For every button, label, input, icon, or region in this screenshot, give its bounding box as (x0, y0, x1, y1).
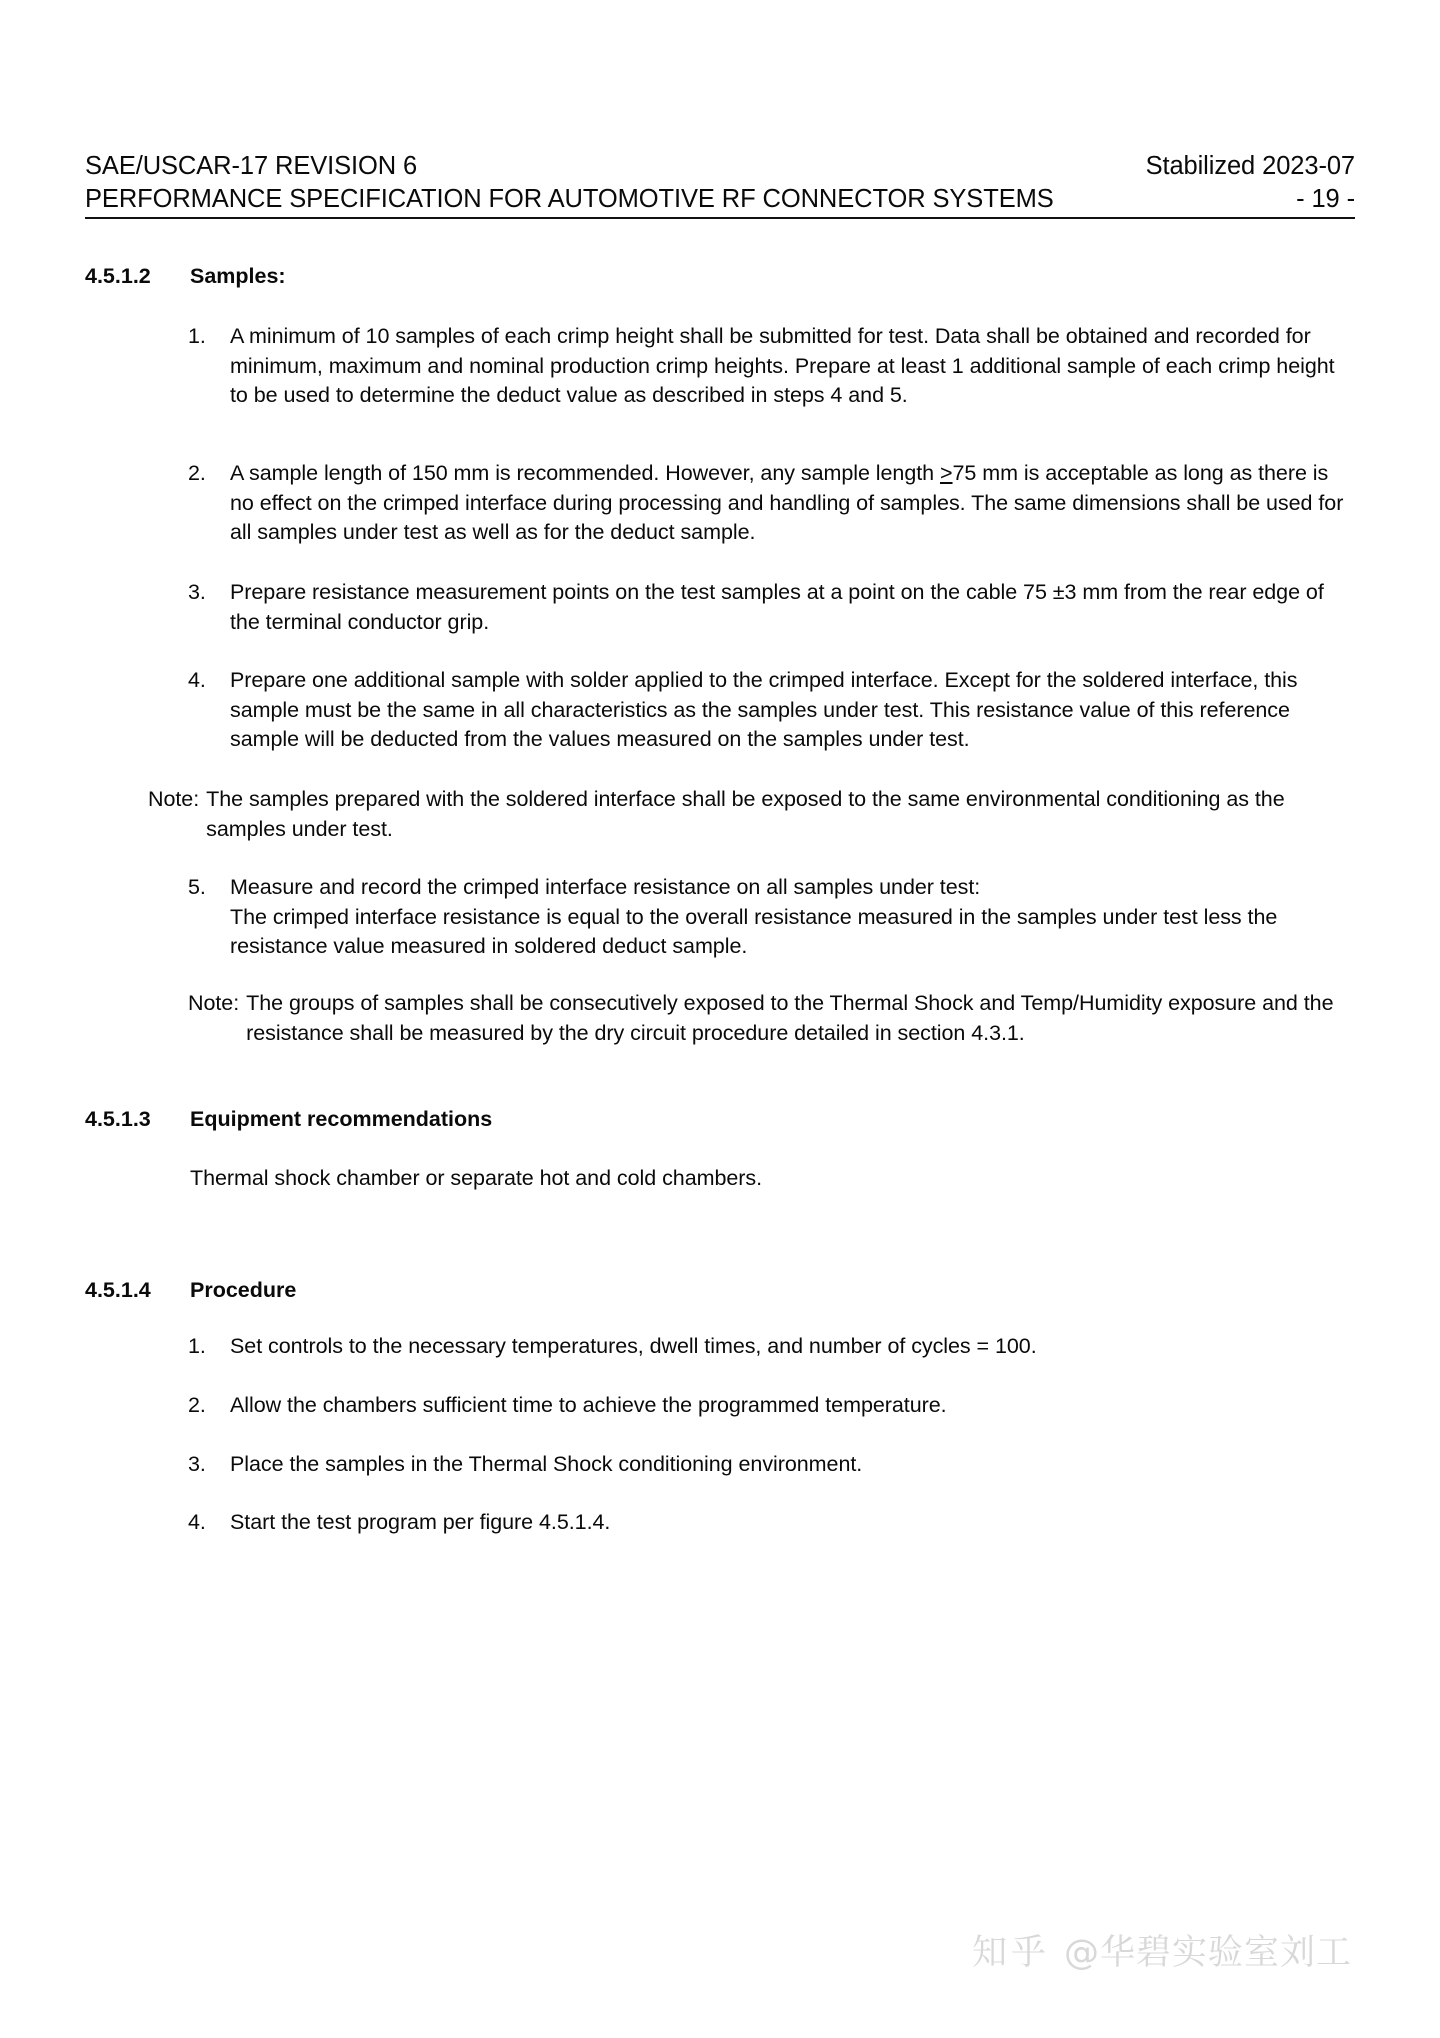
note-block (148, 785, 1355, 844)
section-procedure-heading (85, 1276, 1355, 1304)
list-item (188, 1450, 1355, 1480)
list-item (188, 666, 1355, 755)
section-title: Equipment recommendations (190, 1107, 493, 1131)
list-item-text: Allow the chambers sufficient time to achieve the programmed temperature. (230, 1393, 947, 1417)
note-block (188, 989, 1355, 1048)
list-marker: 1. (188, 1334, 206, 1358)
samples-item-3 (188, 578, 1355, 637)
list-item-text: Prepare resistance measurement points on the test samples at a point on the cable 75 ±3 mm from the rear edge of the terminal conductor grip. (230, 580, 1324, 634)
document-title: PERFORMANCE SPECIFICATION FOR AUTOMOTIVE RF CONNECTOR SYSTEMS (85, 185, 1054, 213)
list-item (188, 1391, 1355, 1421)
header-row-top (85, 150, 1355, 183)
list-item (188, 578, 1355, 637)
samples-item-1 (188, 322, 1355, 411)
section-equipment-body (190, 1164, 1355, 1194)
list-item (188, 1332, 1355, 1362)
samples-item-2 (188, 459, 1355, 548)
procedure-item-1 (188, 1332, 1355, 1362)
note-text: The groups of samples shall be consecutively exposed to the Thermal Shock and Temp/Humidity exposure and the resistance shall be measured by the dry circuit procedure detailed in section 4.3.1. (246, 991, 1334, 1045)
list-item-text: Place the samples in the Thermal Shock conditioning environment. (230, 1452, 863, 1476)
list-item (188, 459, 1355, 548)
list-item-text (230, 459, 1355, 548)
list-item (188, 1508, 1355, 1538)
list-item-text: Prepare one additional sample with solder applied to the crimped interface. Except for the soldered interface, this sample must be the same in all characteristics as the samples under test. This resistance value of this reference sample will be deducted from the values measured on the samples under test. (230, 668, 1298, 751)
list-marker: 2. (188, 461, 206, 485)
list-item-text (230, 873, 1355, 962)
samples-item-5 (188, 873, 1355, 962)
section-heading (85, 1276, 1355, 1304)
document-header (85, 150, 1355, 219)
list-marker: 3. (188, 580, 206, 604)
samples-note-final (188, 989, 1355, 1048)
list-marker: 4. (188, 1510, 206, 1534)
list-item-text: Start the test program per figure 4.5.1.4. (230, 1510, 611, 1534)
document-id: SAE/USCAR-17 REVISION 6 (85, 152, 418, 180)
list-item-line-2: The crimped interface resistance is equal to the overall resistance measured in the samples under test less the resistance value measured in soldered deduct sample. (230, 904, 1278, 958)
section-heading (85, 262, 1355, 290)
list-item-text: A minimum of 10 samples of each crimp height shall be submitted for test. Data shall be obtained and recorded for minimum, maximum and nominal production crimp heights. Prepare at least 1 additional sample of each crimp height to be used to determine the deduct value as described in steps 4 and 5. (230, 324, 1335, 407)
section-number: 4.5.1.3 (85, 1107, 151, 1131)
watermark-site: 知乎 (971, 1933, 1050, 1973)
list-marker: 2. (188, 1393, 206, 1417)
text-before-symbol: A sample length of 150 mm is recommended. However, any sample length (230, 461, 940, 485)
paragraph-text: Thermal shock chamber or separate hot and cold chambers. (190, 1166, 763, 1190)
section-title: Samples: (190, 264, 286, 288)
list-marker: 4. (188, 668, 206, 692)
list-marker: 3. (188, 1452, 206, 1476)
greater-equal-symbol: > (940, 461, 953, 485)
section-title: Procedure (190, 1278, 297, 1302)
list-item (188, 322, 1355, 411)
note-label: Note: (148, 787, 200, 811)
samples-item-4 (188, 666, 1355, 755)
section-heading (85, 1105, 1355, 1133)
procedure-item-4 (188, 1508, 1355, 1538)
section-equipment-heading (85, 1105, 1355, 1133)
list-item-text: Set controls to the necessary temperatures, dwell times, and number of cycles = 100. (230, 1334, 1037, 1358)
section-number: 4.5.1.2 (85, 264, 151, 288)
list-marker: 5. (188, 875, 206, 899)
watermark-handle: @华碧实验室刘工 (1063, 1933, 1352, 1973)
procedure-item-3 (188, 1450, 1355, 1480)
text-after-symbol: 75 mm is acceptable as long as there is no effect on the crimped interface during processing and handling of samples. The same dimensions shall be used for all samples under test as well as for the deduct sample. (230, 461, 1344, 544)
note-text: The samples prepared with the soldered interface shall be exposed to the same environmental conditioning as the samples under test. (206, 787, 1285, 841)
list-marker: 1. (188, 324, 206, 348)
list-item-line-1: Measure and record the crimped interface resistance on all samples under test: (230, 875, 981, 899)
list-item (188, 873, 1355, 962)
watermark (972, 1930, 1352, 1976)
page-number: - 19 - (1296, 185, 1355, 213)
procedure-item-2 (188, 1391, 1355, 1421)
section-number: 4.5.1.4 (85, 1278, 151, 1302)
section-samples-heading (85, 262, 1355, 290)
header-row-bottom (85, 183, 1355, 219)
document-status: Stabilized 2023-07 (1145, 152, 1355, 180)
samples-note-after-item-4 (148, 785, 1355, 844)
note-label: Note: (188, 991, 240, 1015)
